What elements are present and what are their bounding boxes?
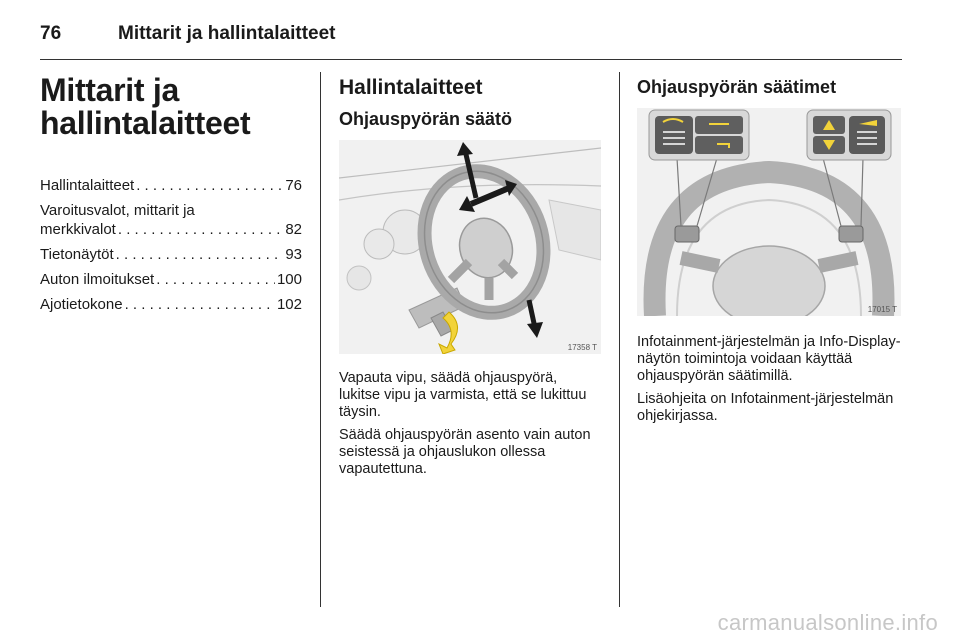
toc-item-tietonaytot[interactable]: Tietonäytöt . . . 93	[40, 245, 302, 264]
page-header	[40, 14, 902, 54]
controls-title: Ohjauspyörän säätimet	[637, 77, 837, 97]
toc-item-varoitusvalot[interactable]: Varoitusvalot, mittarit ja merkkivalot . . . 82	[40, 201, 302, 239]
paragraph: Infotainment-järjestelmän ja Info-Display-näytön toimintoja voidaan käyttää ohjauspyörän säätimillä.	[637, 334, 901, 384]
page-number: 76	[40, 23, 62, 44]
column-divider-1	[320, 72, 321, 607]
controls-column	[637, 74, 901, 431]
watermark: carmanualsonline.info	[717, 610, 938, 635]
controls-text	[637, 334, 901, 425]
contents-column	[40, 74, 302, 320]
toc-item-ajotietokone[interactable]: Ajotietokone . . . 102	[40, 295, 302, 314]
subsection-title: Ohjauspyörän säätö	[339, 109, 513, 129]
paragraph: Lisäohjeita on Infotainment-järjestelmän ohjekirjassa.	[637, 391, 894, 424]
figure-code: 17358 T	[567, 343, 597, 352]
chapter-title: Mittarit ja hallintalaitteet	[40, 72, 251, 141]
toc-item-auton-ilmoitukset[interactable]: Auton ilmoitukset . . . 100	[40, 270, 302, 289]
table-of-contents	[40, 176, 302, 314]
running-chapter-title: Mittarit ja hallintalaitteet	[118, 23, 336, 44]
section-title: Hallintalaitteet	[339, 76, 483, 99]
adjustment-text	[339, 370, 601, 478]
steering-adjust-figure	[339, 140, 601, 354]
paragraph: Vapauta vipu, säädä ohjauspyörä, lukitse vipu ja varmista, että se lukittuu täysin.	[339, 370, 587, 420]
header-rule	[40, 59, 902, 60]
adjustment-column	[339, 74, 601, 484]
toc-item-hallintalaitteet[interactable]: Hallintalaitteet . . . 76	[40, 176, 302, 195]
steering-controls-illustration	[637, 108, 901, 316]
steering-adjust-illustration	[339, 140, 601, 354]
figure-code: 17015 T	[867, 305, 897, 314]
column-divider-2	[619, 72, 620, 607]
paragraph: Säädä ohjauspyörän asento vain auton seistessä ja ohjauslukon ollessa vapautettuna.	[339, 427, 591, 477]
steering-controls-figure	[637, 108, 901, 316]
